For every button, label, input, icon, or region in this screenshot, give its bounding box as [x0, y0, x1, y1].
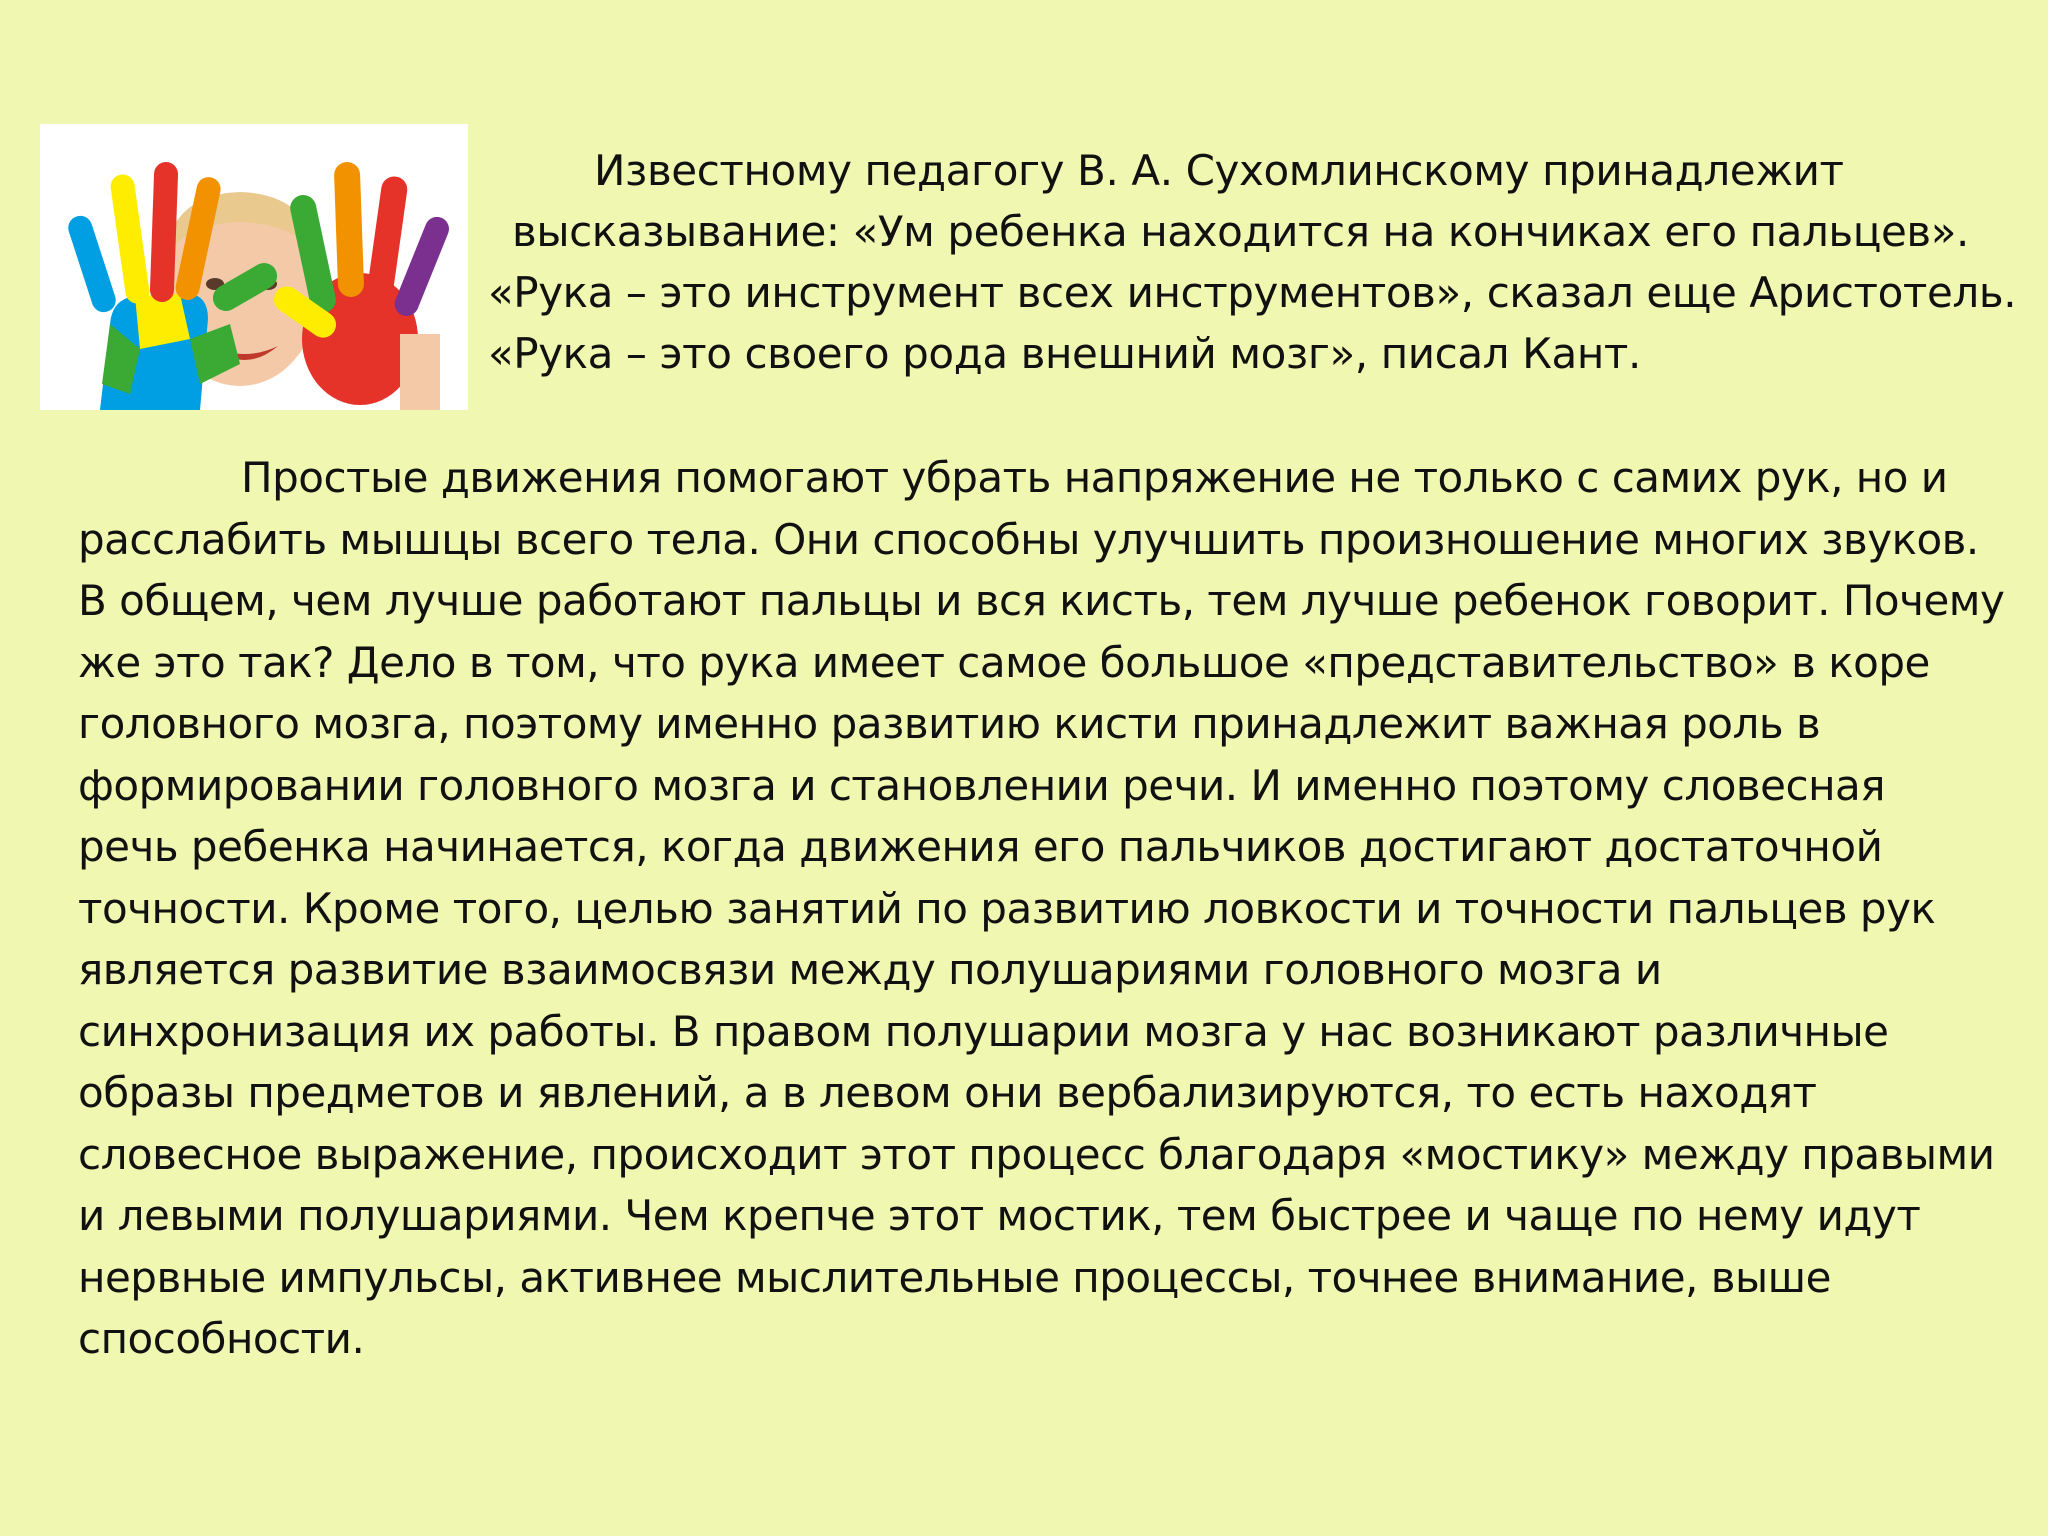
body-line: образы предметов и явлений, а в левом они вербализируются, то есть находят — [78, 1068, 1817, 1117]
body-line: речь ребенка начинается, когда движения его пальчиков достигают достаточной — [78, 822, 1883, 871]
child-painted-hands-image — [40, 124, 468, 410]
body-line: способности. — [78, 1314, 365, 1363]
body-line: является развитие взаимосвязи между полушариями головного мозга и — [78, 945, 1662, 994]
body-line: Простые движения помогают убрать напряжение не только с самих рук, но и — [241, 453, 1948, 502]
body-line: и левыми полушариями. Чем крепче этот мостик, тем быстрее и чаще по нему идут — [78, 1191, 1921, 1240]
quote-line: Известному педагогу В. А. Сухомлинскому принадлежит — [594, 146, 1844, 195]
quote-line: «Рука – это инструмент всех инструментов», сказал еще Аристотель. — [488, 268, 2017, 317]
body-line: словесное выражение, происходит этот процесс благодаря «мостику» между правыми — [78, 1129, 1995, 1179]
quote-line: высказывание: «Ум ребенка находится на кончиках его пальцев». — [512, 207, 1970, 256]
body-line: В общем, чем лучше работают пальцы и вся кисть, тем лучше ребенок говорит. Почему — [78, 576, 2005, 625]
body-line: головного мозга, поэтому именно развитию кисти принадлежит важная роль в — [78, 699, 1821, 748]
body-line: точности. Кроме того, целью занятий по развитию ловкости и точности пальцев рук — [78, 883, 1936, 933]
quote-line: «Рука – это своего рода внешний мозг», писал Кант. — [488, 329, 1641, 378]
body-line: расслабить мышцы всего тела. Они способны улучшить произношение многих звуков. — [78, 514, 1979, 564]
body-line: нервные импульсы, активнее мыслительные процессы, точнее внимание, выше — [78, 1252, 1831, 1302]
body-line: же это так? Дело в том, что рука имеет самое большое «представительство» в коре — [78, 637, 1930, 687]
body-line: синхронизация их работы. В правом полушарии мозга у нас возникают различные — [78, 1006, 1889, 1056]
quote-block — [470, 140, 2017, 384]
body-paragraph — [78, 447, 2005, 1370]
body-line: формировании головного мозга и становлении речи. И именно поэтому словесная — [78, 760, 1886, 810]
